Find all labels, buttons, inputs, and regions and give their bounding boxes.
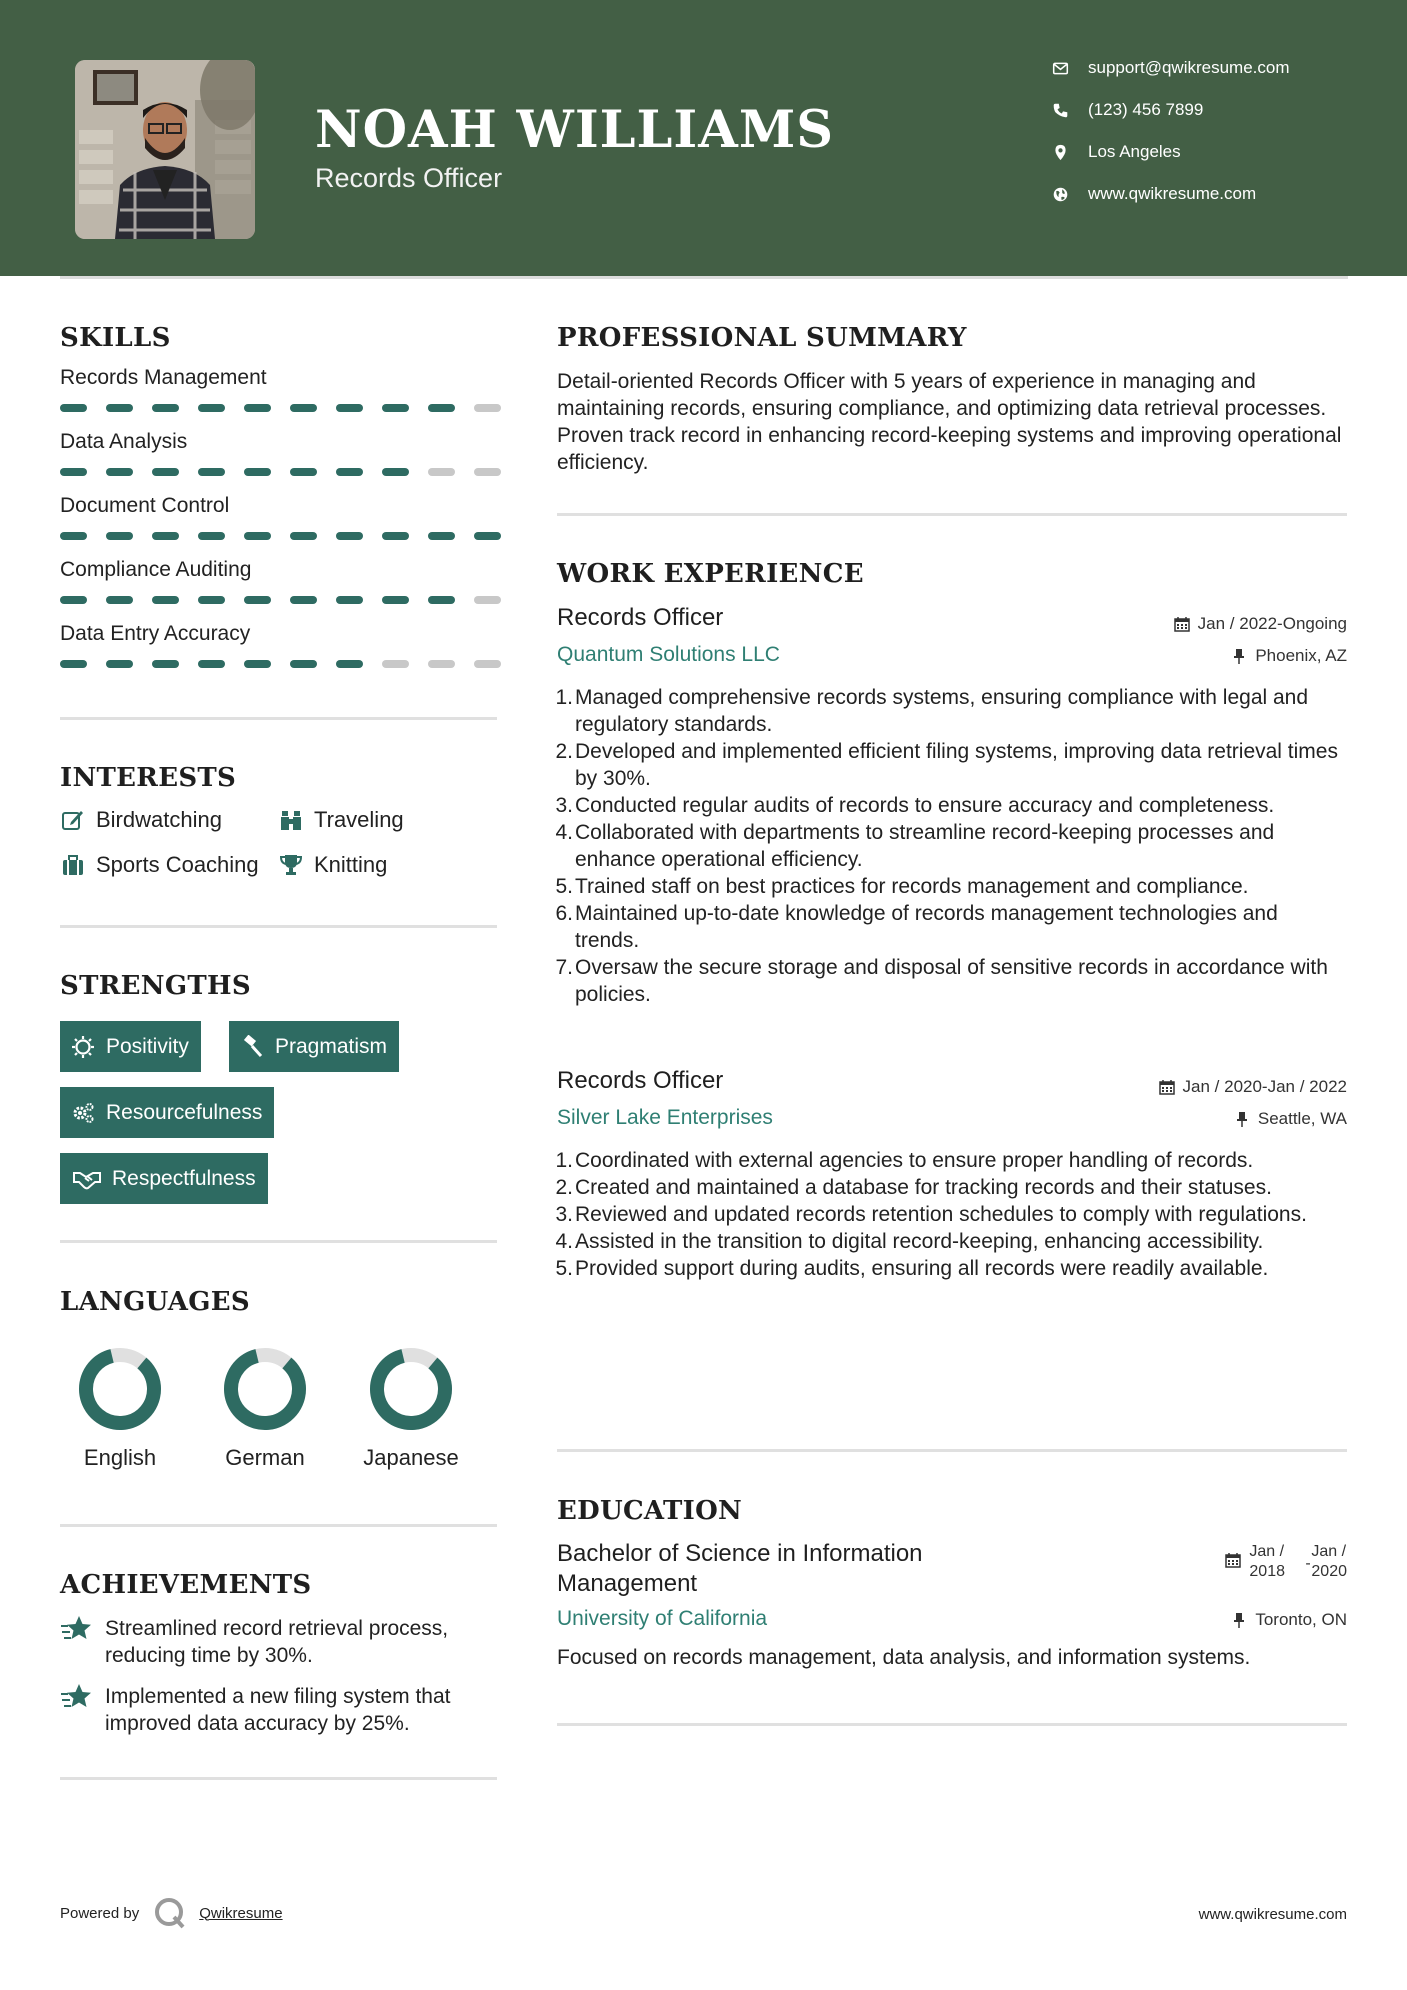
handshake-icon bbox=[72, 1166, 102, 1192]
job-dates-text: Jan / 2022-Ongoing bbox=[1197, 614, 1347, 633]
candidate-role: Records Officer bbox=[315, 163, 503, 193]
skill-dash-filled bbox=[244, 404, 271, 412]
summary-heading: PROFESSIONAL SUMMARY bbox=[557, 323, 967, 353]
job-dates-text: Jan / 2020-Jan / 2022 bbox=[1182, 1077, 1347, 1096]
interest-label: Sports Coaching bbox=[96, 852, 259, 877]
skill-dash-filled bbox=[336, 404, 363, 412]
strength-tag bbox=[60, 1021, 201, 1072]
interest-label: Knitting bbox=[314, 852, 388, 877]
skill-dash-filled bbox=[198, 404, 225, 412]
achievement-item bbox=[60, 1683, 500, 1737]
briefcase-icon bbox=[60, 852, 86, 878]
language-name: English bbox=[83, 1445, 157, 1470]
calendar-icon bbox=[1159, 1079, 1175, 1095]
star-icon bbox=[60, 1681, 92, 1713]
skill-dash-empty bbox=[428, 660, 455, 668]
strengths-heading: STRENGTHS bbox=[60, 971, 251, 1001]
education-start-year: 2018 bbox=[1249, 1563, 1285, 1580]
skill-dash-filled bbox=[60, 596, 87, 604]
contact-email[interactable] bbox=[1050, 58, 1290, 78]
skill-dash-empty bbox=[474, 404, 501, 412]
contact-location-text: Los Angeles bbox=[1088, 142, 1181, 161]
education-start-month: Jan / bbox=[1249, 1543, 1285, 1560]
trophy-icon bbox=[278, 852, 304, 878]
school-name: University of California bbox=[557, 1607, 768, 1630]
skill-dash-filled bbox=[290, 468, 317, 476]
strength-tag bbox=[60, 1087, 274, 1138]
duty-number: 2. bbox=[555, 1176, 573, 1199]
duty-item bbox=[557, 738, 1347, 792]
skill-dash-filled bbox=[474, 532, 501, 540]
language-level-ring bbox=[221, 1345, 309, 1433]
duty-item bbox=[557, 954, 1347, 1008]
duty-text: Created and maintained a database for tracking records and their statuses. bbox=[575, 1176, 1272, 1199]
profile-photo bbox=[75, 60, 255, 239]
achievement-text: Streamlined record retrieval process, reducing time by 30%. bbox=[105, 1617, 449, 1667]
skill-dash-filled bbox=[290, 404, 317, 412]
gears-icon bbox=[70, 1100, 96, 1126]
language-item bbox=[60, 1345, 180, 1471]
education-heading: EDUCATION bbox=[557, 1496, 743, 1526]
pin-icon bbox=[1234, 1111, 1250, 1127]
skill-dash-empty bbox=[382, 660, 409, 668]
contact-location bbox=[1050, 142, 1181, 162]
contact-email-text: support@qwikresume.com bbox=[1088, 58, 1290, 77]
achievements-heading: ACHIEVEMENTS bbox=[60, 1570, 312, 1600]
skill-dash-filled bbox=[152, 660, 179, 668]
skill-name: Document Control bbox=[60, 494, 230, 517]
language-item bbox=[351, 1345, 471, 1471]
language-level-ring bbox=[367, 1345, 455, 1433]
calendar-icon bbox=[1174, 616, 1190, 632]
footer-url[interactable]: www.qwikresume.com bbox=[1198, 1906, 1347, 1923]
globe-icon bbox=[1050, 184, 1070, 204]
duty-text: Trained staff on best practices for records management and compliance. bbox=[575, 875, 1249, 898]
skill-dash-filled bbox=[106, 468, 133, 476]
skill-dash-filled bbox=[106, 660, 133, 668]
candidate-name: NOAH WILLIAMS bbox=[315, 100, 835, 160]
job-dates bbox=[1174, 614, 1347, 634]
education-location-text: Toronto, ON bbox=[1255, 1610, 1347, 1629]
binoculars-icon bbox=[278, 807, 304, 833]
language-level-ring bbox=[76, 1345, 164, 1433]
skill-dash-filled bbox=[382, 404, 409, 412]
gavel-icon bbox=[239, 1034, 265, 1060]
duty-number: 3. bbox=[555, 794, 573, 817]
skill-dash-filled bbox=[152, 532, 179, 540]
skill-dash-filled bbox=[290, 596, 317, 604]
skill-dash-filled bbox=[106, 404, 133, 412]
duty-item bbox=[557, 684, 1347, 738]
job-duties bbox=[557, 684, 1347, 1008]
skill-level-bar bbox=[60, 596, 501, 604]
duty-number: 1. bbox=[555, 1149, 573, 1172]
skills-heading: SKILLS bbox=[60, 323, 171, 353]
qwikresume-link[interactable]: Qwikresume bbox=[199, 1904, 283, 1922]
star-icon bbox=[60, 1613, 92, 1645]
duty-item bbox=[557, 1147, 1347, 1174]
skill-dash-filled bbox=[244, 660, 271, 668]
map-pin-icon bbox=[1050, 142, 1070, 162]
skill-dash-filled bbox=[290, 532, 317, 540]
interest-item bbox=[60, 852, 259, 878]
education-end-date bbox=[1311, 1542, 1347, 1582]
duty-text: Oversaw the secure storage and disposal of sensitive records in accordance with policies. bbox=[575, 956, 1328, 1006]
skill-dash-filled bbox=[244, 532, 271, 540]
skill-level-bar bbox=[60, 660, 501, 668]
skill-level-bar bbox=[60, 532, 501, 540]
experience-divider bbox=[557, 1449, 1347, 1452]
skill-dash-filled bbox=[106, 532, 133, 540]
strength-tag bbox=[60, 1153, 268, 1204]
skill-dash-filled bbox=[152, 596, 179, 604]
language-item bbox=[205, 1345, 325, 1471]
degree-title bbox=[557, 1539, 923, 1599]
summary-divider bbox=[557, 513, 1347, 516]
duty-number: 5. bbox=[555, 1257, 573, 1280]
resume-header bbox=[0, 0, 1407, 276]
job-location-text: Seattle, WA bbox=[1257, 1109, 1347, 1128]
skill-dash-filled bbox=[428, 404, 455, 412]
achievement-text: Implemented a new filing system that improved data accuracy by 25%. bbox=[105, 1685, 451, 1735]
skill-name: Data Analysis bbox=[60, 430, 188, 453]
skill-dash-filled bbox=[198, 660, 225, 668]
skill-dash-filled bbox=[198, 468, 225, 476]
skill-dash-empty bbox=[474, 468, 501, 476]
skill-dash-filled bbox=[382, 468, 409, 476]
degree-line-1: Bachelor of Science in Information bbox=[557, 1540, 923, 1567]
education-end-month: Jan / bbox=[1311, 1543, 1347, 1560]
duty-number: 1. bbox=[555, 686, 573, 709]
education-date-separator: - bbox=[1305, 1555, 1311, 1572]
skill-level-bar bbox=[60, 404, 501, 412]
strength-label: Respectfulness bbox=[112, 1166, 256, 1190]
duty-item bbox=[557, 900, 1347, 954]
skill-level-bar bbox=[60, 468, 501, 476]
duty-number: 6. bbox=[555, 902, 573, 925]
skill-dash-empty bbox=[474, 596, 501, 604]
skill-name: Data Entry Accuracy bbox=[60, 622, 251, 645]
duty-item bbox=[557, 819, 1347, 873]
company-name: Quantum Solutions LLC bbox=[557, 643, 780, 666]
language-name: German bbox=[225, 1445, 305, 1470]
job-duties bbox=[557, 1147, 1347, 1282]
skill-dash-filled bbox=[336, 596, 363, 604]
skill-dash-filled bbox=[336, 660, 363, 668]
skill-dash-filled bbox=[106, 596, 133, 604]
job-location bbox=[1231, 646, 1347, 666]
education-dates bbox=[1225, 1542, 1347, 1582]
language-name: Japanese bbox=[363, 1445, 459, 1470]
achievements-divider bbox=[60, 1777, 497, 1780]
duty-number: 2. bbox=[555, 740, 573, 763]
powered-by-text: Powered by bbox=[60, 1904, 140, 1922]
duty-number: 4. bbox=[555, 821, 573, 844]
strengths-divider bbox=[60, 1240, 497, 1243]
strength-tag bbox=[229, 1021, 399, 1072]
header-divider bbox=[60, 276, 1348, 279]
duty-number: 5. bbox=[555, 875, 573, 898]
interest-item bbox=[278, 807, 404, 833]
skill-dash-filled bbox=[60, 660, 87, 668]
languages-heading: LANGUAGES bbox=[60, 1287, 250, 1317]
contact-phone[interactable] bbox=[1050, 100, 1203, 120]
duty-text: Maintained up-to-date knowledge of records management technologies and trends. bbox=[575, 902, 1278, 952]
contact-phone-text: (123) 456 7899 bbox=[1088, 100, 1204, 119]
duty-text: Assisted in the transition to digital record-keeping, enhancing accessibility. bbox=[575, 1230, 1264, 1253]
languages-divider bbox=[60, 1524, 497, 1527]
skill-dash-filled bbox=[290, 660, 317, 668]
job-location-text: Phoenix, AZ bbox=[1255, 646, 1347, 665]
skill-dash-filled bbox=[60, 404, 87, 412]
job-title: Records Officer bbox=[557, 604, 724, 631]
skill-dash-filled bbox=[382, 532, 409, 540]
skill-name: Records Management bbox=[60, 366, 267, 389]
pencil-square-icon bbox=[60, 807, 86, 833]
duty-item bbox=[557, 1255, 1347, 1282]
degree-line-2: Management bbox=[557, 1570, 698, 1597]
interest-label: Birdwatching bbox=[96, 807, 222, 832]
skill-dash-filled bbox=[428, 596, 455, 604]
skill-dash-filled bbox=[382, 596, 409, 604]
skill-dash-filled bbox=[198, 596, 225, 604]
duty-number: 3. bbox=[555, 1203, 573, 1226]
skill-dash-filled bbox=[428, 532, 455, 540]
skill-dash-empty bbox=[428, 468, 455, 476]
duty-item bbox=[557, 1201, 1347, 1228]
duty-item bbox=[557, 792, 1347, 819]
strength-label: Positivity bbox=[106, 1034, 189, 1058]
skill-name: Compliance Auditing bbox=[60, 558, 252, 581]
education-location bbox=[1231, 1610, 1347, 1630]
interest-item bbox=[60, 807, 222, 833]
pin-icon bbox=[1231, 648, 1247, 664]
interest-label: Traveling bbox=[314, 807, 404, 832]
duty-text: Collaborated with departments to streamline record-keeping processes and enhance operational efficiency. bbox=[575, 821, 1275, 871]
education-start-date bbox=[1249, 1542, 1305, 1582]
contact-website[interactable] bbox=[1050, 184, 1256, 204]
interests-heading: INTERESTS bbox=[60, 763, 237, 793]
company-name: Silver Lake Enterprises bbox=[557, 1106, 773, 1129]
pin-icon bbox=[1231, 1612, 1247, 1628]
skill-dash-filled bbox=[60, 468, 87, 476]
duty-text: Coordinated with external agencies to ensure proper handling of records. bbox=[575, 1149, 1254, 1172]
education-end-year: 2020 bbox=[1311, 1563, 1347, 1580]
duty-text: Reviewed and updated records retention schedules to comply with regulations. bbox=[575, 1203, 1307, 1226]
skill-dash-empty bbox=[474, 660, 501, 668]
phone-icon bbox=[1050, 100, 1070, 120]
skill-dash-filled bbox=[336, 532, 363, 540]
summary-text: Detail-oriented Records Officer with 5 years of experience in managing and maintaining records, ensuring compliance, and optimizing data retrieval processes. Proven track record in enhancing record-keeping systems and improving operational efficiency. bbox=[557, 370, 1342, 474]
duty-item bbox=[557, 1174, 1347, 1201]
experience-heading: WORK EXPERIENCE bbox=[557, 559, 864, 589]
skill-dash-filled bbox=[198, 532, 225, 540]
job-title: Records Officer bbox=[557, 1067, 724, 1094]
skill-dash-filled bbox=[60, 532, 87, 540]
skill-dash-filled bbox=[244, 468, 271, 476]
skill-dash-filled bbox=[336, 468, 363, 476]
education-description: Focused on records management, data analysis, and information systems. bbox=[557, 1646, 1251, 1669]
duty-text: Managed comprehensive records systems, ensuring compliance with legal and regulatory standards. bbox=[575, 686, 1309, 736]
skill-dash-filled bbox=[152, 468, 179, 476]
duty-text: Provided support during audits, ensuring all records were readily available. bbox=[575, 1257, 1269, 1280]
duty-number: 7. bbox=[555, 956, 573, 979]
contact-website-text: www.qwikresume.com bbox=[1088, 184, 1257, 203]
skill-dash-filled bbox=[244, 596, 271, 604]
sun-icon bbox=[70, 1034, 96, 1060]
calendar-icon bbox=[1225, 1552, 1241, 1568]
duty-item bbox=[557, 873, 1347, 900]
interests-divider bbox=[60, 925, 497, 928]
strength-label: Resourcefulness bbox=[106, 1100, 263, 1124]
duty-text: Conducted regular audits of records to ensure accuracy and completeness. bbox=[575, 794, 1275, 817]
achievement-item bbox=[60, 1615, 500, 1669]
duty-number: 4. bbox=[555, 1230, 573, 1253]
strength-label: Pragmatism bbox=[275, 1034, 388, 1058]
job-location bbox=[1234, 1109, 1347, 1129]
envelope-icon bbox=[1050, 58, 1070, 78]
education-divider bbox=[557, 1723, 1347, 1726]
skills-divider bbox=[60, 717, 497, 720]
duty-text: Developed and implemented efficient filing systems, improving data retrieval times by 30%. bbox=[575, 740, 1338, 790]
job-dates bbox=[1159, 1077, 1347, 1097]
qwikresume-logo-icon bbox=[153, 1896, 187, 1930]
interest-item bbox=[278, 852, 387, 878]
skill-dash-filled bbox=[152, 404, 179, 412]
footer-powered-by bbox=[60, 1896, 283, 1930]
duty-item bbox=[557, 1228, 1347, 1255]
